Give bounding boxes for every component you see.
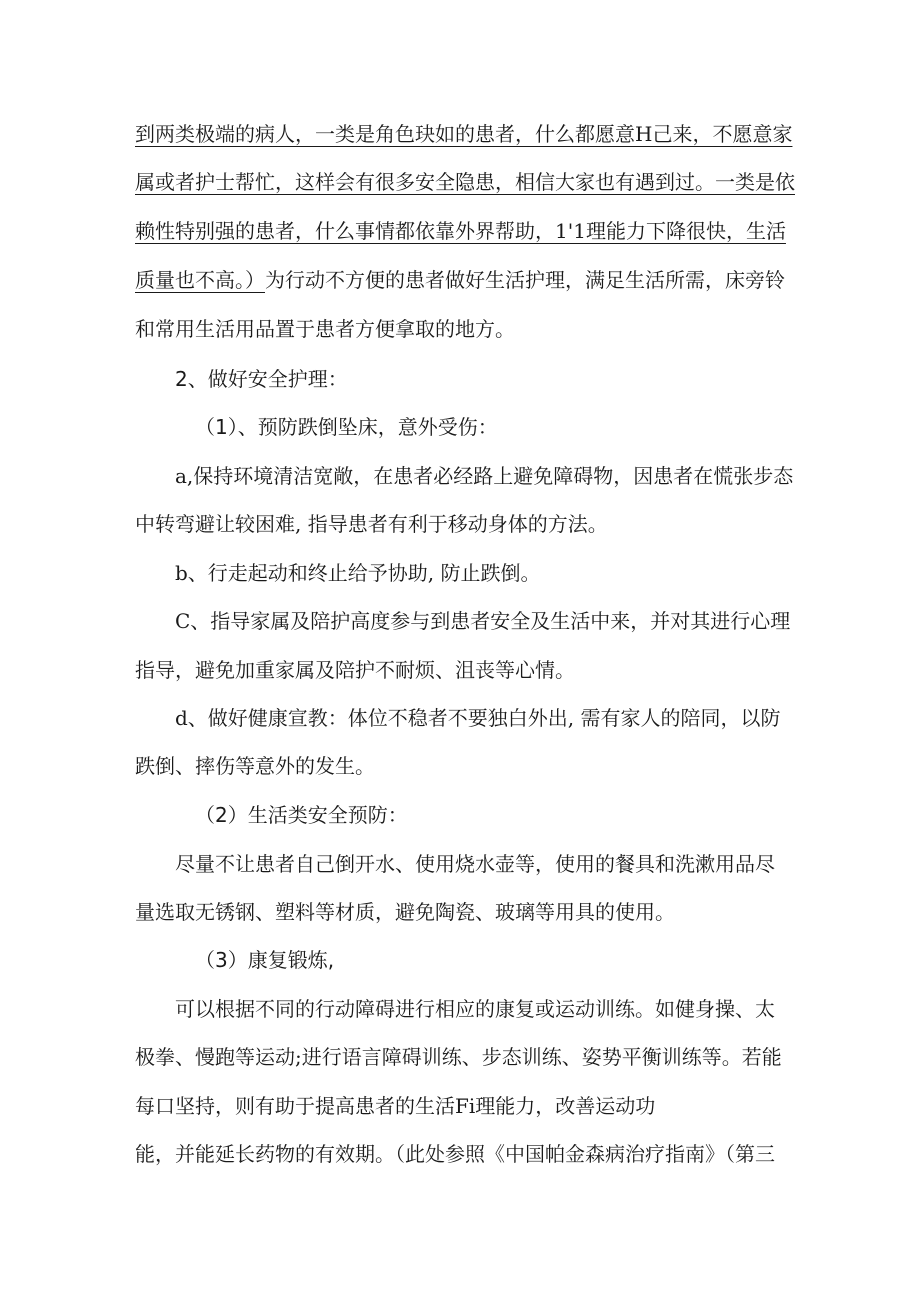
paragraph-line: [135, 266, 795, 294]
paragraph-line: 量选取无锈钢、塑料等材质，避免陶瓷、玻璃等用具的使用。: [135, 900, 675, 924]
paragraph-line: [135, 315, 795, 343]
line-text: 到两类极端的病人，一类是角色玦如的患者，什么都愿意H己来，不愿意家: [135, 122, 793, 146]
section-heading: 2、做好安全护理：: [175, 367, 348, 391]
paragraph-line: [135, 120, 795, 148]
paragraph-line: d、做好健康宣教：体位不稳者不要独白外出, 需有家人的陪同，以防: [175, 706, 781, 730]
paragraph-line: b、行走起动和终止给予协助, 防止跌倒。: [175, 561, 541, 585]
subsection-heading: （2）生活类安全预防：: [195, 803, 408, 827]
paragraph-line: 跌倒、摔伤等意外的发生。: [135, 754, 375, 778]
paragraph-line: [135, 168, 795, 196]
line-text: 和常用生活用品置于患者方便拿取的地方。: [135, 317, 515, 341]
paragraph-line: 尽量不让患者自己倒开水、使用烧水壶等，使用的餐具和洗漱用品尽: [175, 852, 775, 876]
subsection-heading: （3）康复锻炼,: [195, 948, 335, 972]
paragraph-line: C、指导家属及陪护高度参与到患者安全及生活中来，并对其进行心理: [175, 609, 791, 633]
paragraph-line: 指导，避免加重家属及陪护不耐烦、沮丧等心情。: [135, 658, 575, 682]
paragraph-line: 能，并能延长药物的有效期。（此处参照《中国帕金森病治疗指南》（第三: [135, 1142, 775, 1166]
paragraph-line: a,保持环境清洁宽敞，在患者必经路上避免障碍物，因患者在慌张步态: [175, 464, 794, 488]
line-text: 赖性特别强的患者，什么事情都依靠外界帮助，1'1理能力下降很快，生活: [135, 219, 786, 243]
subsection-heading: （1）、预防跌倒坠床，意外受伤：: [195, 415, 498, 439]
underlined-text: 质量也不高。）: [135, 268, 265, 292]
line-text: 为行动不方便的患者做好生活护理，满足生活所需，床旁铃: [265, 268, 785, 292]
paragraph-line: 极拳、慢跑等运动;进行语言障碍训练、步态训练、姿势平衡训练等。若能: [135, 1045, 782, 1069]
paragraph-line: [135, 217, 795, 245]
paragraph-line: 可以根据不同的行动障碍进行相应的康复或运动训练。如健身操、太: [175, 997, 775, 1021]
line-text: 属或者护士帮忙，这样会有很多安全隐患，相信大家也有遇到过。一类是依: [135, 170, 795, 194]
paragraph-line: 中转弯避让较困难, 指导患者有利于移动身体的方法。: [135, 512, 608, 536]
paragraph-line: 每口坚持，则有助于提高患者的生活Fi理能力，改善运动功: [135, 1094, 656, 1118]
